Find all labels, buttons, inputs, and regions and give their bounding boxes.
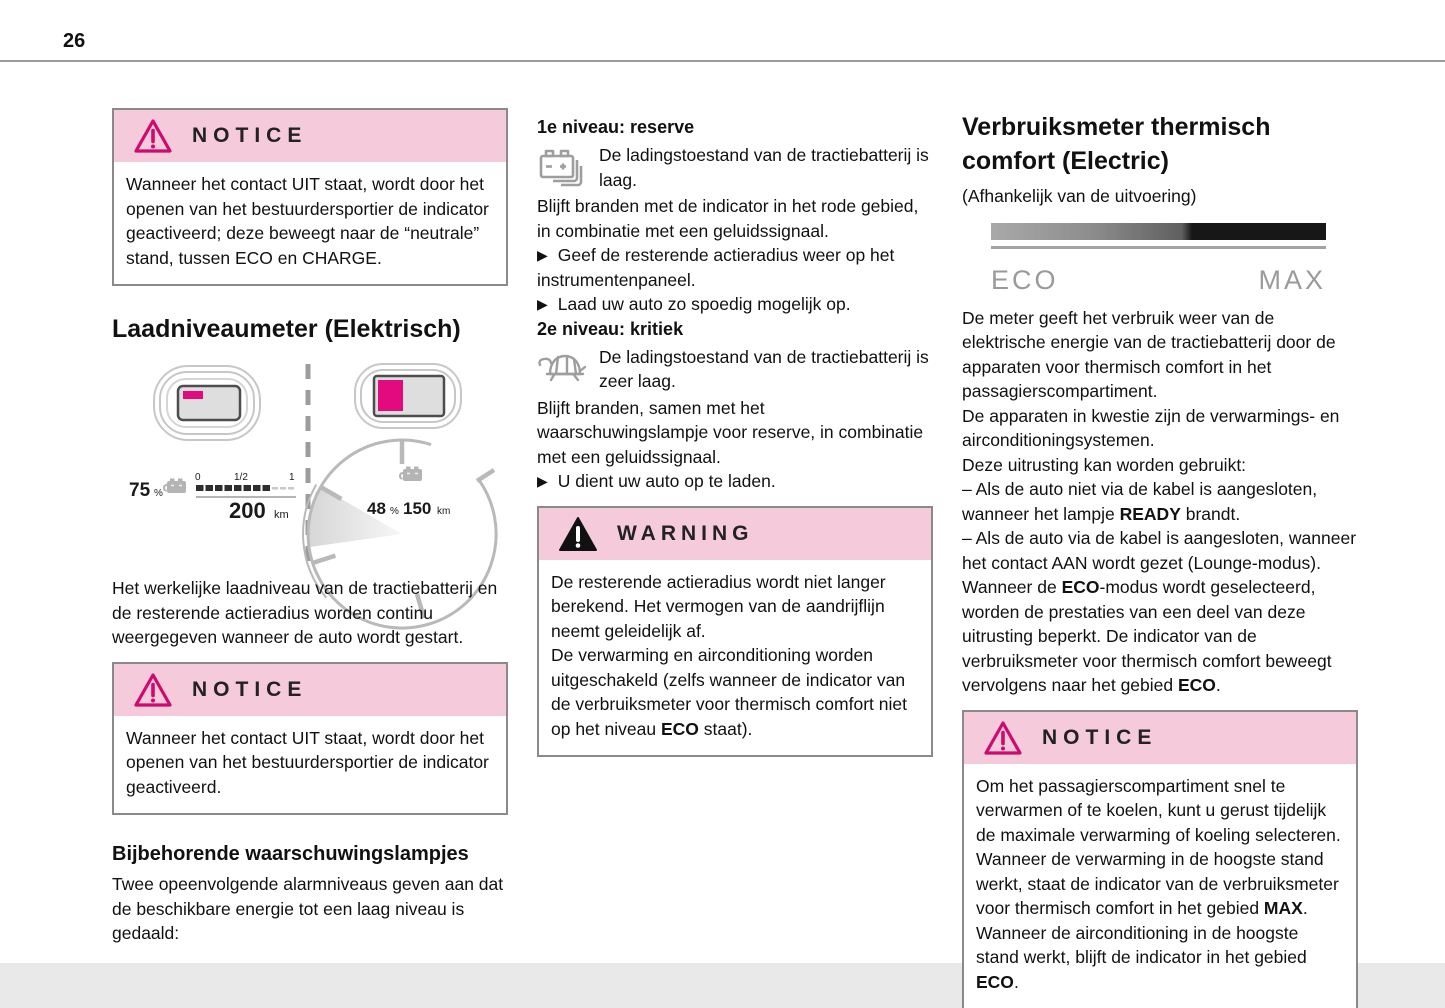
battery-icon [400, 467, 422, 482]
readout-left [129, 472, 296, 523]
body-paragraph: Blijft branden met de indicator in het rode gebied, in combinatie met een geluidssignaal. [537, 194, 933, 243]
text-segment-bold: ECO [976, 972, 1014, 992]
notice-triangle-icon [132, 671, 174, 709]
svg-text:km: km [274, 509, 289, 521]
max-label: MAX [1258, 265, 1326, 296]
cluster-left [154, 366, 260, 440]
warning-body [539, 560, 931, 756]
svg-text:0: 0 [195, 472, 201, 483]
reserve-lamp-row [537, 143, 933, 192]
action-text: Geef de resterende actieradius weer op het instrumentenpaneel. [537, 245, 894, 290]
battery-warning-icon [537, 143, 591, 192]
icon-caption: De ladingstoestand van de tractiebatterij is zeer laag. [599, 345, 933, 394]
notice-header [114, 664, 506, 716]
text-segment-bold: READY [1120, 504, 1181, 524]
column-middle [537, 108, 933, 1008]
text-segment: De meter geeft het verbruik weer van de elektrische energie van de tractiebatterij door de apparaten voor thermisch comfort in het passagierscompartiment. De apparaten in kwestie zijn de verwarmings- en airconditioningsystemen. Deze uitrusting kan worden gebruikt: – Als de auto niet via de kabel is aangesloten, wanneer het lampje [962, 308, 1339, 524]
page-number: 26 [63, 30, 85, 53]
text-segment: staat). [699, 719, 753, 739]
warning-header [539, 508, 931, 560]
battery-icon [164, 479, 186, 494]
svg-text:150: 150 [403, 499, 431, 518]
header-rule [0, 60, 1445, 62]
action-text: U dient uw auto op te laden. [558, 471, 776, 491]
arrow-bullet-icon: ▶ [537, 295, 548, 315]
variant-note: (Afhankelijk van de uitvoering) [962, 184, 1358, 209]
notice-triangle-icon [132, 117, 174, 155]
svg-text:%: % [390, 506, 399, 517]
column-left [112, 108, 508, 1008]
level2-title: 2e niveau: kritiek [537, 317, 933, 342]
svg-text:%: % [154, 488, 163, 499]
action-item [537, 243, 933, 292]
section-heading-consumption-meter: Verbruiksmeter thermisch comfort (Electric) [962, 110, 1358, 178]
charge-segments [196, 485, 270, 491]
consumption-gauge-bar [991, 223, 1326, 240]
cluster-right [355, 364, 461, 428]
turtle-icon [537, 345, 591, 394]
text-segment: De resterende actieradius wordt niet langer berekend. Het vermogen van de aandrijflijn neemt geleidelijk af. De verwarming en airconditioning worden uitgeschakeld (zelfs wanneer de indicator van de verbruiksmeter voor thermisch comfort niet op het niveau [551, 572, 907, 739]
svg-text:km: km [437, 506, 450, 517]
text-segment: brandt. – Als de auto via de kabel is aangesloten, wanneer het contact AAN wordt gezet (Lounge-modus). Wanneer de [962, 504, 1356, 598]
level1-title: 1e niveau: reserve [537, 115, 933, 140]
consumption-gauge-figure [962, 223, 1326, 296]
text-segment: Om het passagierscompartiment snel te verwarmen of te koelen, kunt u gerust tijdelijk de maximale verwarming of koeling selecteren. Wanneer de verwarming in de hoogste stand werkt, staat de indicator van de verbruiksmeter voor thermisch comfort in het gebied [976, 776, 1341, 919]
body-paragraph: Het werkelijke laadniveau van de tractiebatterij en de resterende actieradius worden continu weergegeven wanneer de auto wordt gestart. [112, 576, 508, 650]
svg-text:75: 75 [129, 480, 151, 501]
notice-body [114, 162, 506, 284]
column-right [962, 108, 1358, 1008]
arrow-bullet-icon: ▶ [537, 472, 548, 492]
notice-body [114, 716, 506, 814]
text-segment-bold: ECO [661, 719, 699, 739]
charge-level-figure [112, 356, 508, 572]
notice-box-3 [962, 710, 1358, 1008]
text-segment-bold: ECO [1178, 675, 1216, 695]
sub-heading-warning-lamps: Bijbehorende waarschuwingslampjes [112, 843, 508, 866]
text-segment: -modus wordt geselecteerd, worden de prestaties van een deel van deze uitrusting beperkt. De indicator van de verbruiksmeter voor thermisch comfort beweegt vervolgens naar het gebied [962, 577, 1332, 695]
charge-level-illustration [112, 356, 508, 572]
text-segment: . [1216, 675, 1221, 695]
charge-segments-empty [272, 487, 294, 490]
notice-title: NOTICE [192, 124, 307, 148]
arrow-bullet-icon: ▶ [537, 246, 548, 266]
text-segment: . [1014, 972, 1019, 992]
notice-header [114, 110, 506, 162]
section-heading-charge-meter: Laadniveaumeter (Elektrisch) [112, 312, 508, 346]
notice-text [976, 774, 1344, 995]
body-paragraph [962, 306, 1358, 698]
gauge-underline [991, 246, 1326, 249]
warning-text [551, 570, 919, 742]
critical-lamp-row [537, 345, 933, 394]
charge-indicator-bar [183, 391, 203, 399]
notice-header [964, 712, 1356, 764]
notice-text: Wanneer het contact UIT staat, wordt door het openen van het bestuurdersportier de indicator geactiveerd. [126, 726, 494, 800]
action-text: Laad uw auto zo spoedig mogelijk op. [558, 294, 851, 314]
notice-title: NOTICE [1042, 726, 1157, 750]
action-item [537, 292, 933, 317]
text-segment-bold: ECO [1062, 577, 1100, 597]
notice-box-1 [112, 108, 508, 286]
warning-title: WARNING [617, 522, 754, 546]
svg-text:1: 1 [289, 472, 295, 483]
gauge-labels [991, 265, 1326, 296]
notice-title: NOTICE [192, 678, 307, 702]
body-paragraph: Twee opeenvolgende alarmniveaus geven aan dat de beschikbare energie tot een laag niveau is gedaald: [112, 872, 508, 946]
notice-box-2 [112, 662, 508, 816]
warning-triangle-icon [557, 515, 599, 553]
notice-triangle-icon [982, 719, 1024, 757]
content-columns [112, 108, 1358, 1008]
body-paragraph: Blijft branden, samen met het waarschuwingslampje voor reserve, in combinatie met een geluidssignaal. [537, 396, 933, 470]
notice-body [964, 764, 1356, 1008]
svg-text:200: 200 [229, 498, 266, 523]
eco-label: ECO [991, 265, 1059, 296]
gauge-wedge [308, 487, 402, 547]
charge-indicator-block [378, 380, 403, 411]
text-segment-bold: MAX [1264, 898, 1303, 918]
svg-text:1/2: 1/2 [234, 472, 248, 483]
icon-caption: De ladingstoestand van de tractiebatterij is laag. [599, 143, 933, 192]
svg-text:48: 48 [367, 499, 386, 518]
notice-text: Wanneer het contact UIT staat, wordt door het openen van het bestuurdersportier de indicator geactiveerd; deze beweegt naar de “neutrale” stand, tussen ECO en CHARGE. [126, 172, 494, 270]
action-item [537, 469, 933, 494]
text-segment: . Wanneer de airconditioning in de hoogste stand werkt, blijft de indicator in het gebied [976, 898, 1308, 967]
warning-box [537, 506, 933, 758]
